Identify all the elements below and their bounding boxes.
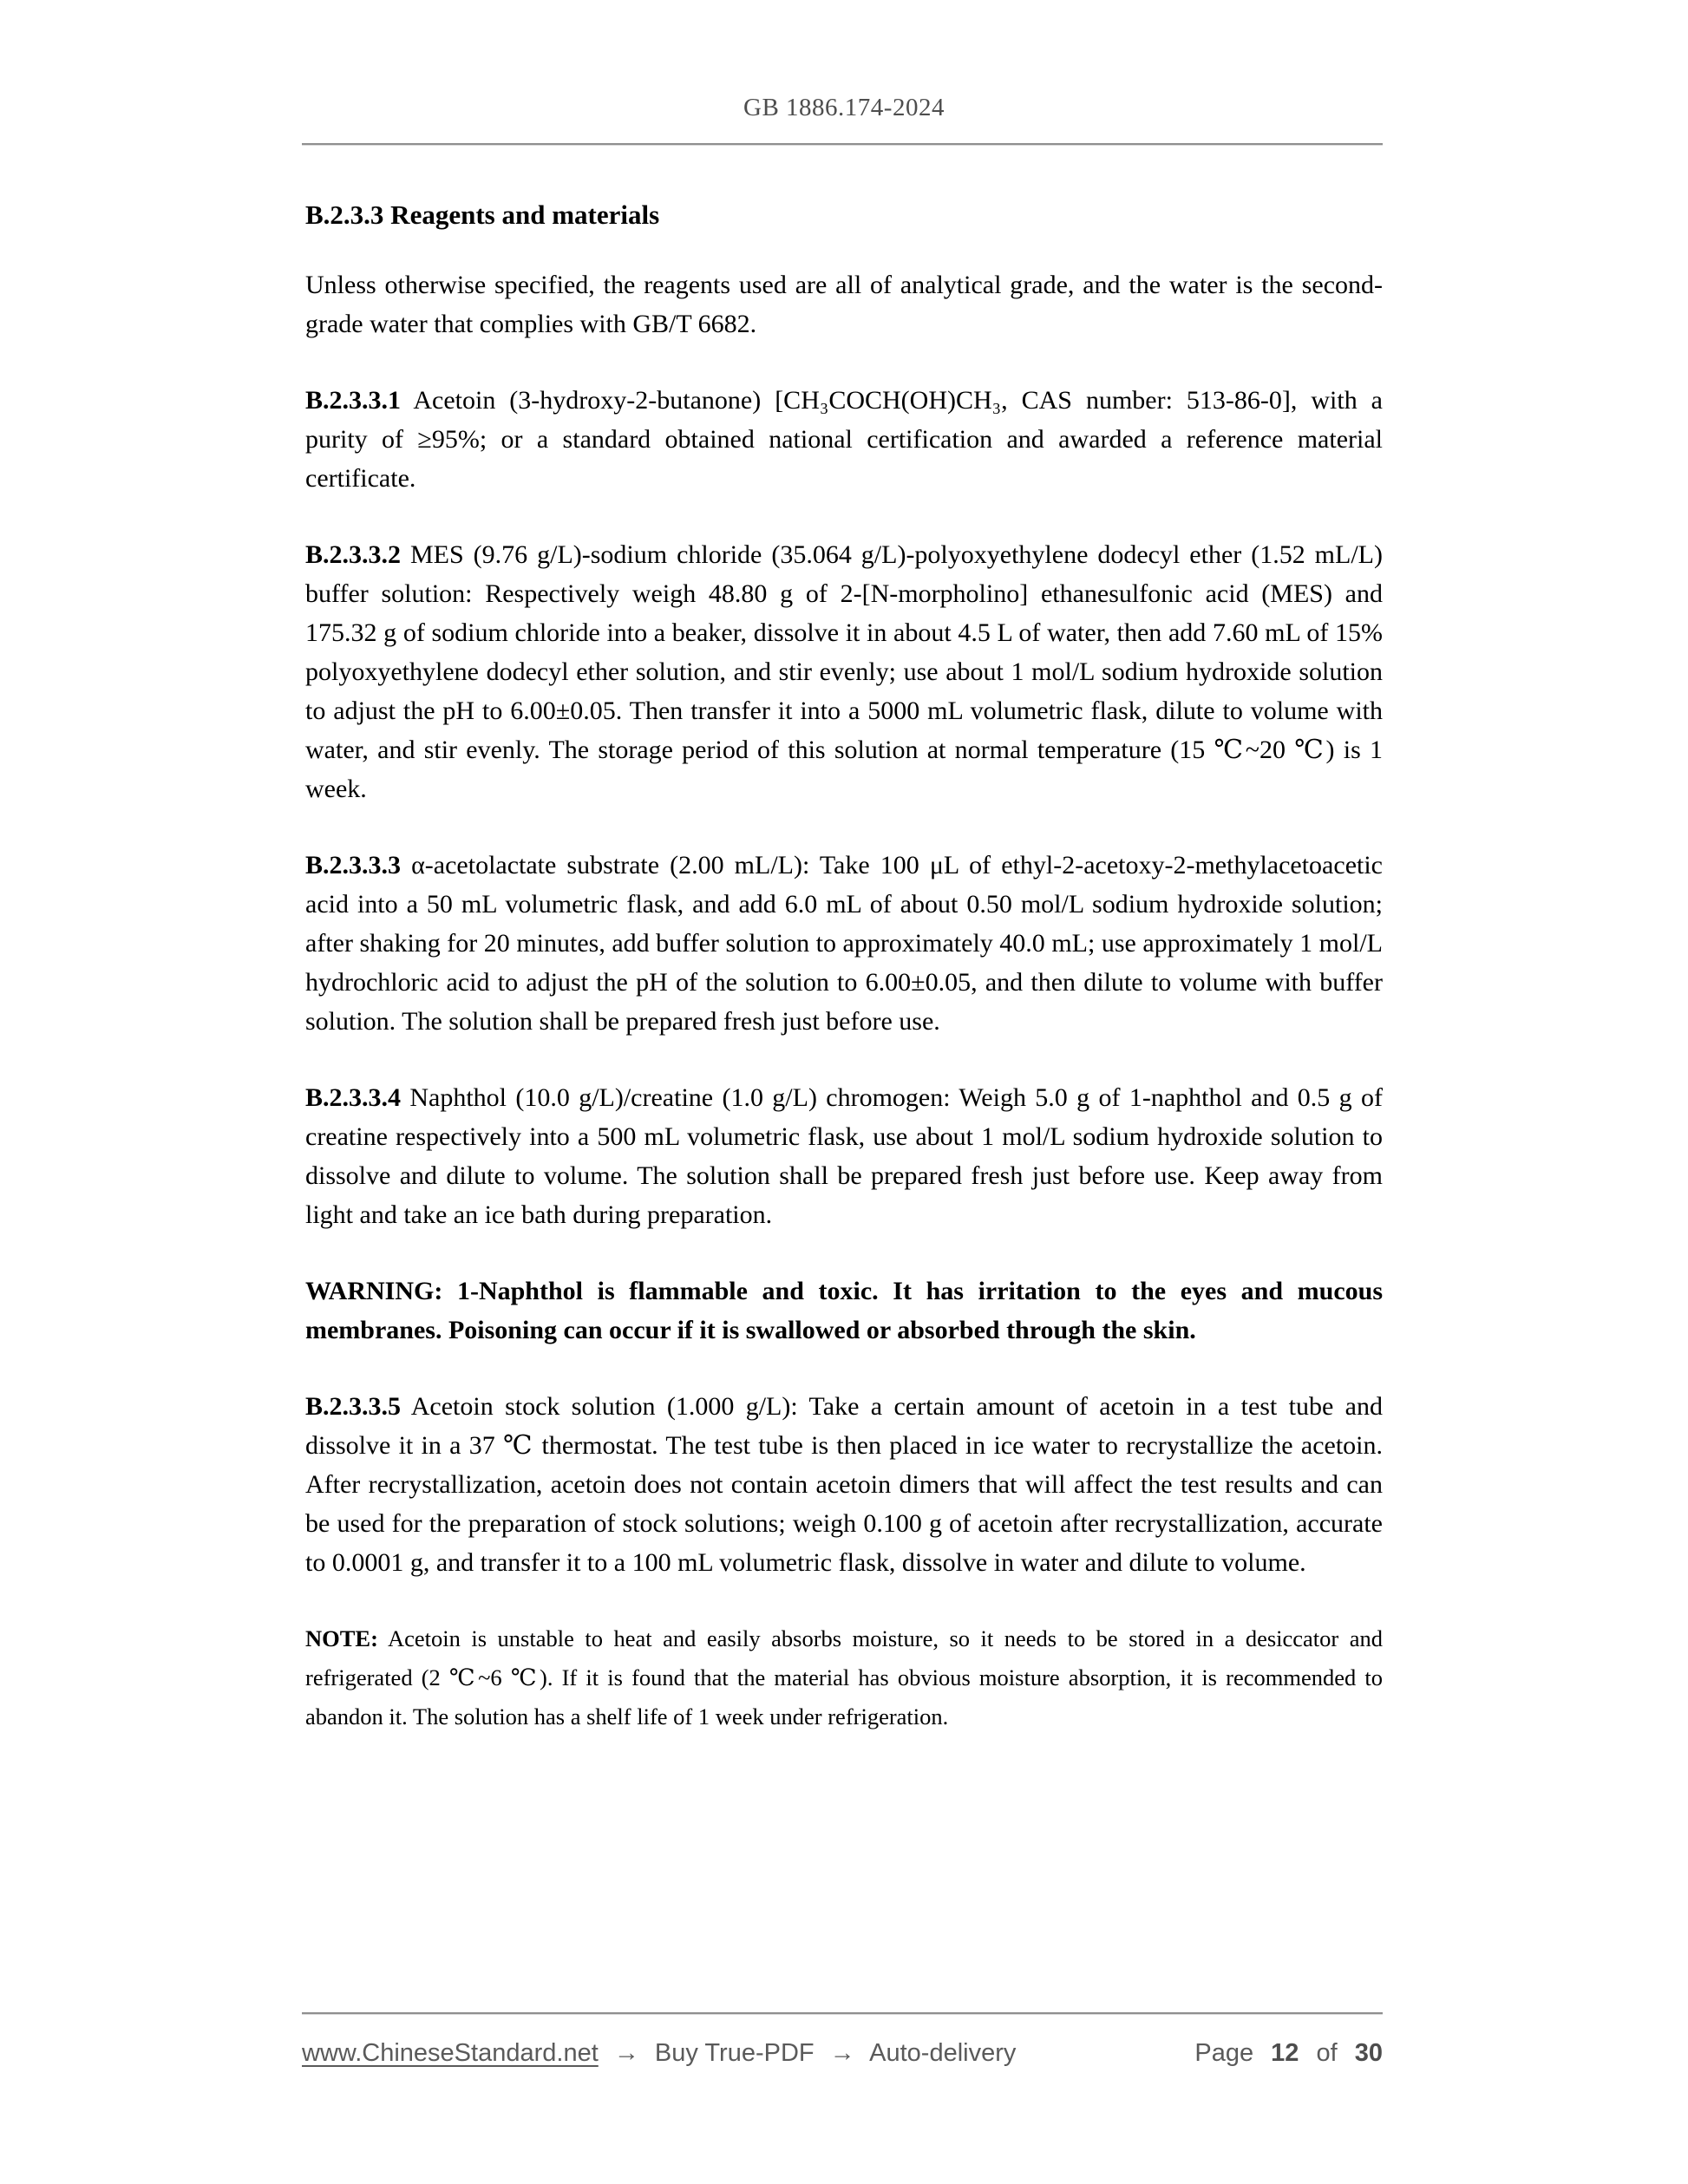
clause-label: B.2.3.3.5 (305, 1392, 402, 1421)
page-footer (302, 2035, 1383, 2071)
footer-buy-label: Buy True-PDF (654, 2039, 815, 2067)
clause-text: Acetoin stock solution (1.000 g/L): Take a certain amount of acetoin in a test tube and dissolve it in a 37 ℃ thermostat. The test tube is then placed in ice water to recrystallize the acetoin. After recrystallization, acetoin does not contain acetoin dimers that will affect the test results and can be used for the preparation of stock solutions; weigh 0.100 g of acetoin after recrystallization, accurate to 0.0001 g, and transfer it to a 100 mL volumetric flask, dissolve in water and dilute to volume. (305, 1392, 1383, 1577)
footer-divider (302, 2012, 1383, 2015)
page-label: Page (1194, 2039, 1254, 2067)
clause-label: B.2.3.3.4 (305, 1083, 402, 1112)
page-total: 30 (1354, 2039, 1383, 2067)
header-divider (302, 143, 1383, 146)
site-link[interactable]: www.ChineseStandard.net (302, 2039, 599, 2067)
arrow-icon: → (613, 2039, 639, 2067)
document-body (305, 195, 1383, 1736)
footer-delivery-label: Auto-delivery (869, 2039, 1017, 2067)
clause-text: MES (9.76 g/L)-sodium chloride (35.064 g/L)-polyoxyethylene dodecyl ether (1.52 mL/L) buffer solution: Respectively weigh 48.80 g of 2-[N-morpholino] ethanesulfonic acid (MES) and 175.32 g of sodium chloride into a beaker, dissolve it in about 4.5 L of water, then add 7.60 mL of 15% polyoxyethylene dodecyl ether solution, and stir evenly; use about 1 mol/L sodium hydroxide solution to adjust the pH to 6.00±0.05. Then transfer it into a 5000 mL volumetric flask, dilute to volume with water, and stir evenly. The storage period of this solution at normal temperature (15 ℃~20 ℃) is 1 week. (305, 540, 1383, 803)
paragraph-intro: Unless otherwise specified, the reagents used are all of analytical grade, and the water is the second-grade water that complies with GB/T 6682. (305, 271, 1383, 338)
paragraph-clause-b23334 (305, 1078, 1383, 1234)
note-text: Acetoin is unstable to heat and easily absorbs moisture, so it needs to be stored in a desiccator and refrigerated (2 ℃~6 ℃). If it is found that the material has obvious moisture absorption, it is recommended to abandon it. The solution has a shelf life of 1 week under refrigeration. (305, 1625, 1383, 1730)
of-label: of (1316, 2039, 1338, 2067)
arrow-icon: → (829, 2039, 855, 2067)
paragraph-clause-b23335 (305, 1387, 1383, 1582)
paragraph-clause-b23332 (305, 535, 1383, 808)
clause-text: Acetoin (3-hydroxy-2-butanone) [CH₃COCH(OH)CH₃, CAS number: 513-86-0], with a purity of ≥95%; or a standard obtained national certification and awarded a reference material certificate. (305, 386, 1383, 493)
warning-paragraph: WARNING: 1-Naphthol is flammable and toxic. It has irritation to the eyes and mucous membranes. Poisoning can occur if it is swallowed or absorbed through the skin. (305, 1277, 1383, 1344)
footer-source-line (302, 2035, 1016, 2071)
clause-label: B.2.3.3.1 (305, 386, 402, 415)
clause-text: Naphthol (10.0 g/L)/creatine (1.0 g/L) chromogen: Weigh 5.0 g of 1-naphthol and 0.5 g of creatine respectively into a 500 mL volumetric flask, use about 1 mol/L sodium hydroxide solution to dissolve and dilute to volume. The solution shall be prepared fresh just before use. Keep away from light and take an ice bath during preparation. (305, 1083, 1383, 1229)
paragraph-clause-b23331 (305, 381, 1383, 498)
clause-label: B.2.3.3.3 (305, 851, 402, 879)
page-indicator (1194, 2035, 1383, 2071)
section-heading: B.2.3.3 Reagents and materials (305, 199, 660, 230)
clause-text: α-acetolactate substrate (2.00 mL/L): Take 100 μL of ethyl-2-acetoxy-2-methylacetoacetic acid into a 50 mL volumetric flask, and add 6.0 mL of about 0.50 mol/L sodium hydroxide solution; after shaking for 20 minutes, add buffer solution to approximately 40.0 mL; use approximately 1 mol/L hydrochloric acid to adjust the pH of the solution to 6.00±0.05, and then dilute to volume with buffer solution. The solution shall be prepared fresh just before use. (305, 851, 1383, 1036)
note-paragraph (305, 1619, 1383, 1736)
clause-label: B.2.3.3.2 (305, 540, 402, 569)
document-number: GB 1886.174-2024 (743, 94, 945, 121)
note-label: NOTE: (305, 1625, 378, 1651)
paragraph-clause-b23333 (305, 846, 1383, 1041)
page-current: 12 (1271, 2039, 1299, 2067)
